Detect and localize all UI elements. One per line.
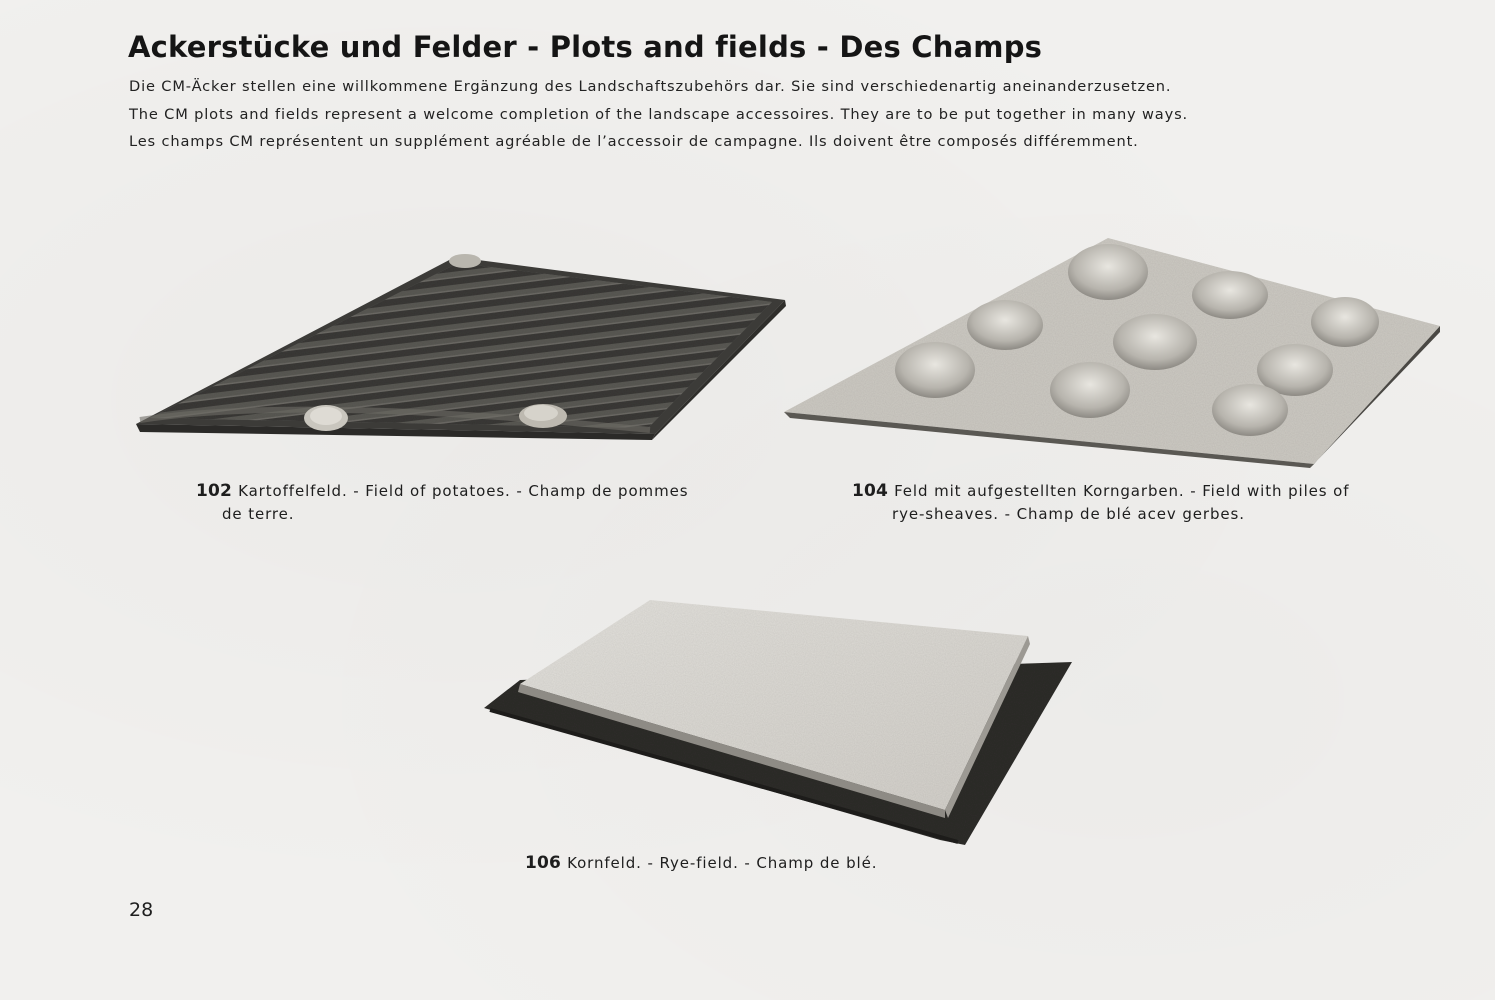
caption-text: Kartoffelfeld. - Field of potatoes. - Champ de pommes bbox=[238, 482, 689, 500]
intro-french: Les champs CM représentent un supplément agréable de l’accessoir de campagne. Ils doivent être composés différemment. bbox=[129, 133, 1139, 150]
caption-text-continued: rye-sheaves. - Champ de blé acev gerbes. bbox=[892, 505, 1245, 523]
caption-106 bbox=[525, 852, 877, 875]
rye-field-photo bbox=[484, 600, 1072, 845]
sheaves-field-photo bbox=[784, 238, 1440, 468]
potato-field-photo bbox=[136, 254, 786, 440]
caption-104 bbox=[852, 480, 1349, 526]
caption-102 bbox=[196, 480, 688, 526]
product-number: 106 bbox=[525, 853, 562, 873]
caption-text: Kornfeld. - Rye-field. - Champ de blé. bbox=[567, 854, 878, 872]
caption-text: Feld mit aufgestellten Korngarben. - Field with piles of bbox=[894, 482, 1350, 500]
caption-text-continued: de terre. bbox=[222, 505, 295, 523]
page-title: Ackerstücke und Felder - Plots and fields - Des Champs bbox=[128, 30, 1043, 64]
page-number: 28 bbox=[129, 899, 154, 921]
product-number: 102 bbox=[196, 481, 233, 501]
intro-german: Die CM-Äcker stellen eine willkommene Ergänzung des Landschaftszubehörs dar. Sie sind verschiedenartig aneinanderzusetzen. bbox=[129, 78, 1172, 95]
product-number: 104 bbox=[852, 481, 889, 501]
intro-english: The CM plots and fields represent a welcome completion of the landscape accessoires. They are to be put together in many ways. bbox=[129, 106, 1189, 123]
